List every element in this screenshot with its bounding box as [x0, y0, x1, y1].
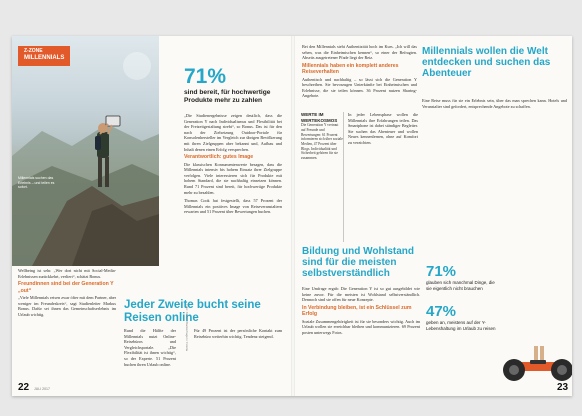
right-mid-column [302, 286, 420, 386]
paragraph: Eine Reise muss für sie ein Erlebnis sein, über das man sprechen kann. Hotels und Veranstalter sind gefordert, entsprechende Angebote zu schaffen. [422, 98, 567, 109]
badge-title: MILLENNIALS [24, 55, 65, 61]
right-stat-2 [426, 304, 500, 331]
photo-credit [184, 304, 190, 384]
stat-number: 71% [184, 65, 227, 88]
photo-caption: Millennials suchen das Erlebnis – und teilen es sofort. [18, 176, 55, 189]
subheading: Millennials haben ein komplett anderes Reiseverhalten [302, 62, 399, 76]
paragraph: Die klassischen Konsumentenwerte besagen, dass die Millennials intensiv bis hohem Einsatz ihrer Zielgruppe verfolgen. Viele interessieren sich für Produkte mit hohem Standard, die sie nachhaltig einsetzen können. Rund 71 Prozent sind bereit, für hochwertige Produkte mehr zu bezahlen. [184, 161, 282, 195]
headline-education: Bildung und Wohlstand sind für die meisten selbstverständlich [302, 246, 415, 279]
paragraph: Für 49 Prozent ist der persönliche Kontakt zum Reisebüro weiterhin wichtig. Tendenz steigend. [194, 328, 282, 339]
right-col1-top [302, 44, 417, 114]
paragraph: Rund die Hälfte der Millennials nutzt Online-Reisebüros und Vergleichsportale. „Die Flexibilität ist ihnen wichtig“, so der Experte. 51 Prozent buchen ihren Urlaub online. [124, 328, 176, 367]
bottom-col-b [194, 328, 282, 383]
subheading: Freundinnen sind bei der Generation Y „out“ [18, 281, 114, 294]
stat-text: sind bereit, für hochwertige Produkte mehr zu zahlen [184, 89, 271, 104]
paragraph: Thomas Cook hat festgestellt, dass 57 Prozent der Millennials ein positives Image von Reiseveranstaltern erwarten und 51 Prozent über Bewertungen buchen. [184, 198, 282, 215]
left-mid-column [184, 113, 282, 293]
right-col-text [348, 112, 418, 242]
left-stat-block [184, 66, 282, 104]
paragraph: Eine Umfrage ergab: Die Generation Y ist so gut ausgebildet wie keine zuvor. Für die meisten ist Wohlstand selbstverständlich. Dennoch sind sie offen für neue Konzepte. [302, 286, 420, 303]
page-number-left: 22 [18, 382, 30, 393]
subheading: In Verbindung bleiben, ist ein Schlüssel zum Erfolg [302, 304, 412, 318]
sidebar-text: Die Generation Y vertraut auf Freunde und Bewertungen: 61 Prozent informieren sich über soziale Medien, 47 Prozent über Blogs. Individualität und Sicherheit gehören für sie zusammen. [301, 123, 343, 161]
sidebar-title: WERTE IM WERTEKOSMOS [301, 112, 338, 123]
stat-text: geben an, meistens auf der Y-Lebenshaltung im Urlaub zu reisen [426, 320, 496, 331]
headline-online-booking: Jeder Zweite bucht seine Reisen online [124, 299, 261, 324]
gutter [291, 36, 295, 396]
right-stat-1 [426, 264, 500, 291]
magazine-spread [12, 36, 572, 396]
headline-adventure: Millennials wollen die Welt entdecken und suchen das Abenteuer [422, 46, 551, 79]
stat-number: 71% [426, 263, 457, 280]
stat-number: 47% [426, 303, 457, 320]
bottom-col-a [124, 328, 176, 383]
badge-label: Z-ZONE [24, 48, 43, 54]
section-badge [18, 46, 70, 66]
left-bottom-column [18, 268, 116, 380]
paragraph: In jeder Lebensphase wollen die Millennials ihre Erfahrungen teilen. Das Smartphone ist dabei ständiger Begleiter. Sie suchen das Abenteuer und wollen Neues kennenlernen, ohne auf Komfort zu verzichten. [348, 112, 418, 145]
paragraph: Bei den Millennials steht Authentizität hoch im Kurs. „Ich will das sehen, was die Einheimischen kennen“, so einer der Befragten. Abseits ausgetretener Pfade liegt der Reiz. [302, 44, 417, 61]
paragraph: Wellbeing ist sehr. „Wer dort nicht mit Social-Media-Erlebnissen zurückkehrt, verliert“, schätzt Bonus. [18, 268, 116, 279]
paragraph: „Die Studienergebnisse zeigen deutlich, dass die Generation Y nach Individualismus und Flexibilität bei der Freizeitgestaltung strebt“, so Bonus. Das ist für den nach der Zielsetzung Outdoor-Portale für Konsolenhersteller im Vergleich zur übrigen Bevölkerung mit ihren Zielgruppen aber bekannt und, Aufbau und Inhalt denen einen Erfolg versprechen. [184, 113, 282, 152]
paragraph: „Viele Millennials reisen zwar öfter mit dem Partner, aber weniger im Freundeskreis“, sagt Studienleiter Markus Bonus. Dafür sei ihnen das Gemeinschaftserlebnis im Urlaub wichtig. [18, 295, 116, 317]
sidebar-box [301, 112, 344, 242]
photo-credit-text: Foto: Stefan Wackerhagen / Fotolia [185, 304, 189, 352]
subheading: Verantwortlich: gutes Image [184, 154, 254, 161]
mountain-illustration [12, 36, 159, 266]
stat-text: glauben sich manchmal Dinge, die sie eigentlich nicht brauchen [426, 280, 495, 291]
hiker-photo [12, 36, 159, 266]
page-number-right: 23 [557, 382, 569, 393]
paragraph: Authentisch und nachhaltig – so lässt sich die Generation Y beschreiben. Sie bevorzugen Unterkünfte bei Einheimischen und Erlebnisse, die sie teilen können. 36 Prozent nutzen Sharing-Angebote. [302, 76, 417, 99]
right-col3 [422, 98, 567, 168]
paragraph: Soziale Zusammengehörigkeit ist für sie besonders wichtig. Auch im Urlaub wollen sie erreichbar bleiben und kommunizieren. 69 Prozent posten unterwegs Fotos. [302, 318, 420, 335]
issue-label: JULI 2017 [34, 387, 50, 391]
